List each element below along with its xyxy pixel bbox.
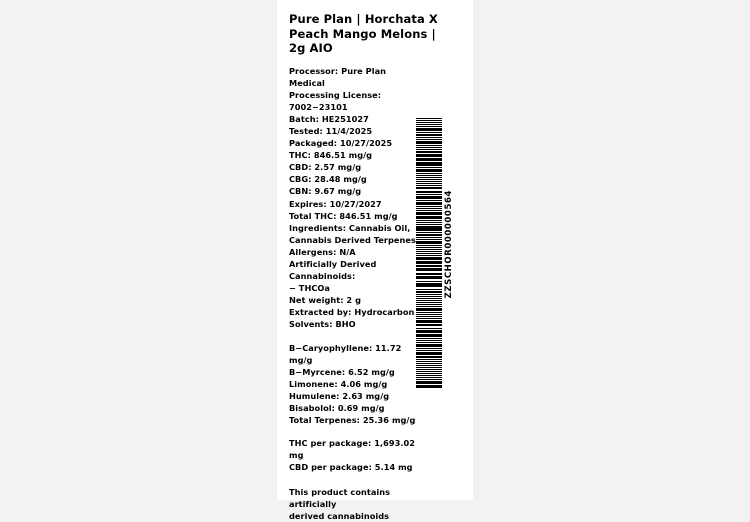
- text-line: Cannabis Derived Terpenes: [289, 234, 416, 245]
- barcode-bar: [416, 294, 442, 296]
- barcode-bar: [416, 198, 442, 199]
- barcode-bar: [416, 245, 442, 246]
- text-line: Packaged: 10/27/2025: [289, 138, 393, 149]
- barcode-bar: [416, 251, 442, 252]
- barcode-bar: [416, 165, 442, 166]
- barcode-bar: [416, 156, 442, 157]
- barcode-bar: [416, 139, 442, 140]
- text-line: Humulene: 2.63 mg/g: [289, 390, 390, 401]
- barcode-bar: [416, 316, 442, 317]
- text-line: Total THC: 846.51 mg/g: [289, 210, 398, 221]
- barcode-bar: [416, 328, 442, 329]
- barcode-bar: [416, 324, 442, 325]
- text-line: Limonene: 4.06 mg/g: [289, 378, 388, 389]
- text-line: Allergens: N/A: [289, 246, 356, 257]
- text-line: Bisabolol: 0.69 mg/g: [289, 403, 385, 414]
- text-line: B−Caryophyllene: 11.72 mg/g: [289, 342, 405, 365]
- barcode-bar: [416, 371, 442, 372]
- text-line: THC per package: 1,693.02 mg: [289, 438, 418, 461]
- label-sheet: [277, 0, 473, 521]
- barcode-bar: [416, 175, 442, 176]
- barcode-bar: [416, 135, 442, 136]
- text-line: Processor: Pure Plan Medical: [289, 65, 389, 88]
- barcode-bar: [416, 361, 442, 362]
- disclaimer-block: [289, 486, 419, 522]
- text-line: Tested: 11/4/2025: [289, 125, 373, 136]
- barcode-bar: [416, 312, 442, 313]
- barcode-bar: [416, 344, 442, 345]
- barcode-bar: [416, 367, 442, 368]
- label-content: [277, 0, 473, 521]
- barcode-bar: [416, 147, 442, 148]
- barcode-bar: [416, 142, 442, 143]
- product-title: Pure Plan | Horchata X Peach Mango Melons | 2g AIO: [289, 12, 438, 55]
- text-line: CBG: 28.48 mg/g: [289, 174, 367, 185]
- text-line: B−Myrcene: 6.52 mg/g: [289, 366, 395, 377]
- text-line: Expires: 10/27/2027: [289, 198, 382, 209]
- barcode-bar: [416, 203, 442, 205]
- barcode-bar: [416, 332, 442, 333]
- barcode-bar: [416, 235, 442, 236]
- barcode-bar: [416, 310, 442, 311]
- text-line: CBN: 9.67 mg/g: [289, 186, 362, 197]
- barcode-bar: [416, 335, 442, 337]
- barcode-bar: [416, 213, 442, 215]
- barcode-bar: [416, 350, 442, 351]
- barcode-bar: [416, 348, 442, 349]
- text-line: Ingredients: Cannabis Oil,: [289, 222, 411, 233]
- barcode-bar: [416, 185, 442, 186]
- barcode-bar: [416, 382, 442, 384]
- barcode-bar: [416, 162, 442, 163]
- barcode-bar: [416, 194, 442, 195]
- barcode-bar: [416, 325, 442, 326]
- product-info-block: [289, 65, 419, 331]
- barcode-bar: [416, 188, 442, 189]
- barcode-bar: [416, 124, 442, 125]
- barcode: [416, 118, 442, 388]
- barcode-bar: [416, 278, 442, 279]
- text-line: Solvents: BHO: [289, 319, 356, 330]
- text-line: derived cannabinoids: [289, 510, 390, 521]
- barcode-bar: [416, 192, 442, 193]
- barcode-bar: [416, 222, 442, 223]
- barcode-bar: [416, 255, 442, 256]
- barcode-bar: [416, 359, 442, 360]
- text-line: Net weight: 2 g: [289, 295, 361, 306]
- terpene-block: [289, 342, 419, 427]
- per-package-block: [289, 437, 419, 473]
- text-line: This product contains artificially: [289, 486, 393, 509]
- text-line: Cannabinoids:: [289, 271, 356, 282]
- barcode-bar: [416, 340, 442, 341]
- barcode-bar: [416, 306, 442, 307]
- barcode-bar: [416, 149, 442, 150]
- barcode-bar: [416, 229, 442, 230]
- barcode-bar: [416, 318, 442, 319]
- barcode-bar: [416, 122, 442, 123]
- barcode-bar: [416, 286, 442, 287]
- text-line: Total Terpenes: 25.36 mg/g: [289, 415, 416, 426]
- barcode-bar: [416, 373, 442, 374]
- barcode-bar: [416, 167, 442, 168]
- barcode-bar: [416, 386, 442, 388]
- barcode-bar: [416, 281, 442, 282]
- barcode-bar: [416, 208, 442, 209]
- barcode-bar: [416, 270, 442, 271]
- barcode-bar: [416, 224, 442, 225]
- barcode-bar: [416, 289, 442, 290]
- text-line: − THCOa: [289, 283, 330, 294]
- barcode-bar: [416, 377, 442, 378]
- text-line: 7002−23101: [289, 101, 348, 112]
- barcode-bar: [416, 356, 442, 357]
- barcode-bar: [416, 183, 442, 184]
- barcode-bar: [416, 232, 442, 233]
- barcode-bar: [416, 261, 442, 262]
- barcode-bar: [416, 177, 442, 178]
- text-line: Processing License:: [289, 89, 382, 100]
- text-line: Batch: HE251027: [289, 113, 369, 124]
- barcode-bar: [416, 242, 442, 243]
- barcode-bar: [416, 273, 442, 274]
- barcode-bar: [416, 300, 442, 301]
- text-line: Artificially Derived: [289, 259, 377, 269]
- barcode-bar: [416, 132, 442, 133]
- text-line: CBD: 2.57 mg/g: [289, 162, 362, 173]
- barcode-bar: [416, 170, 442, 172]
- barcode-bar: [416, 265, 442, 266]
- barcode-bar: [416, 239, 442, 241]
- barcode-bars: [416, 118, 442, 388]
- text-line: Extracted by: Hydrocarbon: [289, 307, 415, 318]
- barcode-bar: [416, 220, 442, 221]
- barcode-bar: [416, 210, 442, 211]
- text-line: THC: 846.51 mg/g: [289, 150, 373, 161]
- text-line: CBD per package: 5.14 mg: [289, 462, 413, 473]
- barcode-number: ZZSCHOR000000564: [444, 190, 454, 299]
- barcode-bar: [416, 302, 442, 303]
- barcode-bar: [416, 145, 442, 146]
- barcode-bar: [416, 126, 442, 127]
- barcode-bar: [416, 200, 442, 201]
